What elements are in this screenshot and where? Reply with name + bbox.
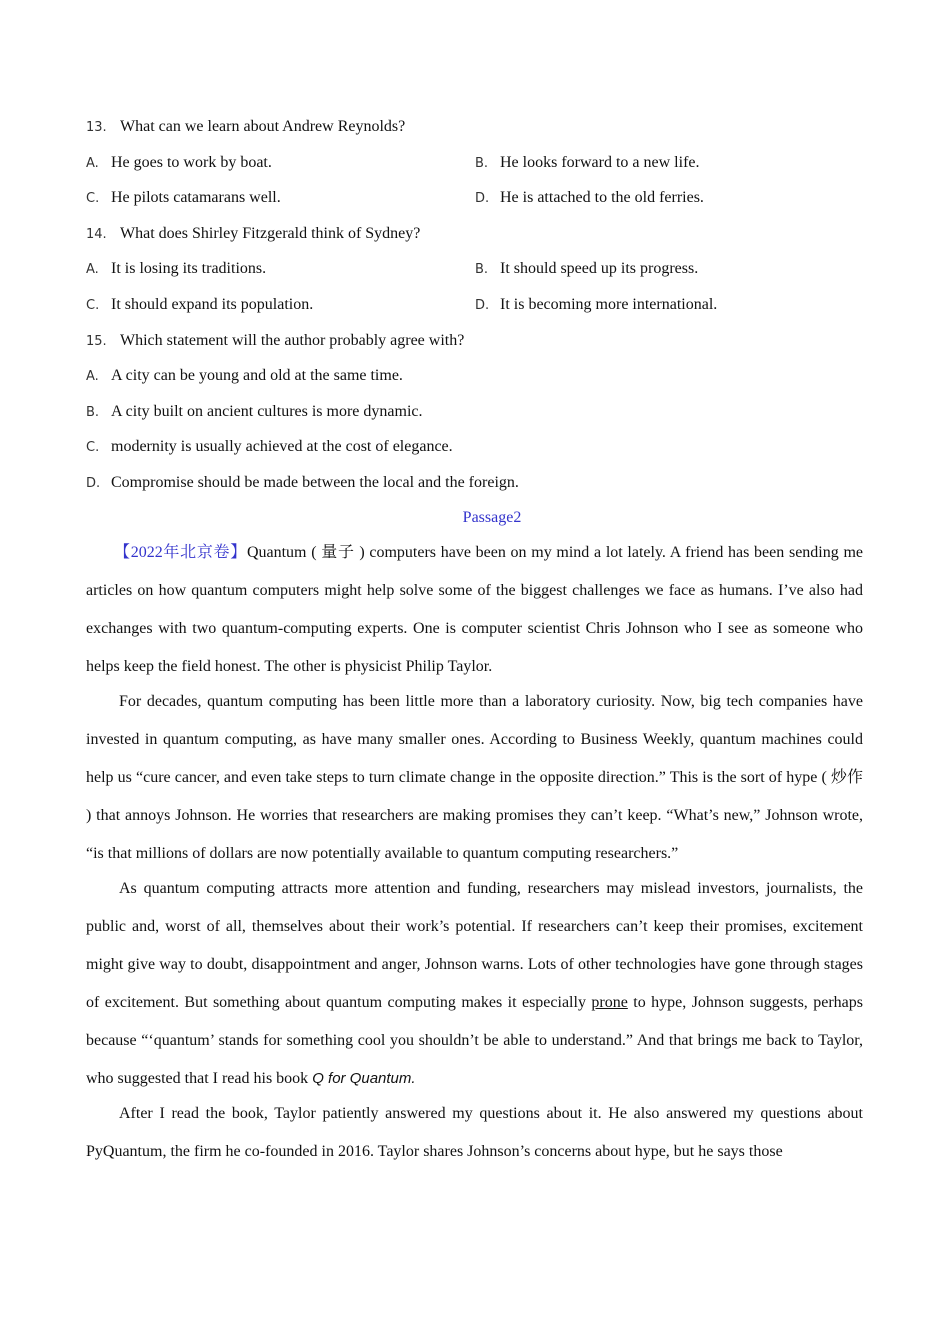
option-label: B. <box>475 155 489 171</box>
source-tag: 【2022年北京卷】 <box>114 544 247 561</box>
option-d <box>475 287 717 324</box>
passage-body <box>86 534 863 1168</box>
option-text: modernity is usually achieved at the cost of elegance. <box>111 438 453 456</box>
option-text: He looks forward to a new life. <box>500 153 700 171</box>
option-d <box>86 465 866 501</box>
option-a <box>86 358 866 394</box>
option-text: It is becoming more international. <box>500 295 718 313</box>
option-text: He pilots catamarans well. <box>111 189 281 207</box>
question-14 <box>86 216 866 252</box>
question-text: What can we learn about Andrew Reynolds? <box>120 118 406 135</box>
option-label: A. <box>86 155 99 171</box>
option-c <box>86 287 313 324</box>
option-b <box>475 145 700 182</box>
underlined-word: prone <box>591 994 628 1011</box>
option-label: A. <box>86 262 99 278</box>
option-row <box>86 145 866 181</box>
question-number: 15. <box>86 333 107 349</box>
option-row <box>86 251 866 287</box>
paragraph <box>86 534 863 686</box>
option-b <box>475 251 698 288</box>
option-label: B. <box>86 404 100 420</box>
paragraph-text: to hype, Johnson suggests, perhaps because “‘quantum’ stands for something cool you shouldn’t be able to understand.” And that brings me back to Taylor, who suggested that I read his book <box>86 994 863 1087</box>
option-text: It should expand its population. <box>111 295 314 313</box>
option-d <box>475 180 704 217</box>
passage-title: Passage2 <box>462 509 522 526</box>
option-text: He goes to work by boat. <box>111 153 272 171</box>
option-text: Compromise should be made between the local and the foreign. <box>111 473 519 491</box>
question-15 <box>86 323 866 359</box>
option-row <box>86 180 866 216</box>
option-a <box>86 251 266 288</box>
option-a <box>86 145 272 182</box>
option-label: A. <box>86 369 99 385</box>
option-c <box>86 180 281 217</box>
paragraph-text: As quantum computing attracts more attention and funding, researchers may mislead investors, journalists, the public and, worst of all, themselves about their work’s potential. If researchers can’t keep their promises, excitement might give way to doubt, disappointment and anger, Johnson warns. Lots of other technologies have gone through stages of excitement. But something about quantum computing makes it especially <box>86 880 863 1011</box>
option-row <box>86 287 866 323</box>
option-text: It is losing its traditions. <box>111 260 267 278</box>
option-c <box>86 429 866 465</box>
option-label: B. <box>475 262 489 278</box>
paragraph <box>86 870 863 1098</box>
question-text: Which statement will the author probably agree with? <box>120 331 465 349</box>
question-list <box>86 109 866 501</box>
option-text: He is attached to the old ferries. <box>500 189 704 207</box>
question-text: What does Shirley Fitzgerald think of Sydney? <box>120 224 421 242</box>
option-label: C. <box>86 297 100 313</box>
option-text: It should speed up its progress. <box>500 260 699 278</box>
option-b <box>86 394 866 430</box>
book-title: Q for Quantum. <box>312 1070 416 1087</box>
option-label: D. <box>475 297 490 313</box>
option-label: C. <box>86 191 100 207</box>
option-text: A city can be young and old at the same time. <box>111 367 403 385</box>
option-text: A city built on ancient cultures is more dynamic. <box>111 402 423 420</box>
option-label: D. <box>475 191 490 207</box>
paragraph: For decades, quantum computing has been little more than a laboratory curiosity. Now, big tech companies have invested in quantum computing, as have many smaller ones. According to Business Weekly, quantum machines could help us “cure cancer, and even take steps to turn climate change in the opposite direction.” This is the sort of hype ( 炒作 ) that annoys Johnson. He worries that researchers are making promises they can’t keep. “What’s new,” Johnson wrote, “is that millions of dollars are now potentially available to quantum computing researchers.” <box>86 693 863 862</box>
option-label: C. <box>86 440 100 456</box>
option-label: D. <box>86 475 101 491</box>
question-13 <box>86 109 866 145</box>
question-number: 14. <box>86 226 107 242</box>
paragraph: After I read the book, Taylor patiently answered my questions about it. He also answered my questions about PyQuantum, the firm he co-founded in 2016. Taylor shares Johnson’s concerns about hype, but he says those <box>86 1105 863 1160</box>
question-number: 13. <box>86 120 107 135</box>
paragraph-text: Quantum ( 量子 ) computers have been on my mind a lot lately. A friend has been sending me articles on how quantum computers might help solve some of the biggest challenges we face as humans. I’ve also had exchanges with two quantum-computing experts. One is computer scientist Chris Johnson who I see as someone who helps keep the field honest. The other is physicist Philip Taylor. <box>86 544 863 675</box>
